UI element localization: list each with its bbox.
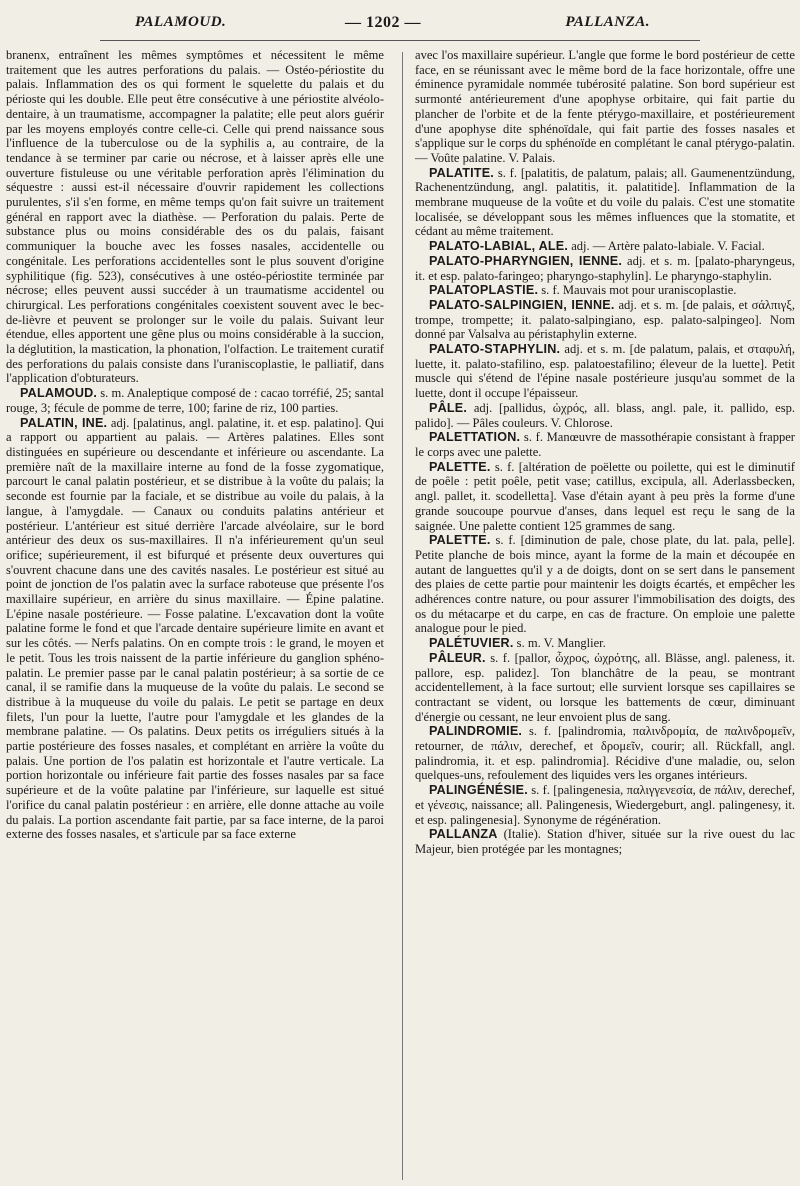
dictionary-entry (415, 651, 795, 725)
dictionary-entry (415, 283, 795, 298)
dictionary-entry (415, 827, 795, 856)
dictionary-entry (415, 724, 795, 783)
entry-definition: adj. et s. m. [de palatum, palais, et σταφυλή, luette, it. palato-stafilino, esp. palatoestafilino; éleveur de la luette]. Petit muscle qui s'étend de l'épine nasale postérieure jusqu'au sommet de la luette, dont il occupe l'épaisseur. (415, 342, 795, 401)
entry-definition: adj. [pallidus, ὠχρός, all. blass, angl. pale, it. pallido, esp. palido]. — Pâles couleurs. V. Chlorose. (415, 400, 795, 430)
running-head-left: PALAMOUD. (135, 14, 227, 30)
dictionary-entry (6, 416, 384, 842)
entry-definition: adj. et s. m. [palato-pharyngeus, it. et esp. palato-faringeo; pharyngo-staphylin]. Le pharyngo-staphylin. (415, 253, 795, 283)
dictionary-entry (415, 533, 795, 636)
dictionary-entry (415, 298, 795, 342)
continued-paragraph: avec l'os maxillaire supérieur. L'angle que forme le bord postérieur de cette face, en se réunissant avec le même bord de la face horizontale, offre une éminence pyramidale nommée tubérosité palatine. Son bord supérieur est surmonté antérieurement d'une apophyse orbitaire, qui fait partie du plancher de l'orbite et de la fente ptérygo-maxillaire, et postérieurement d'une apophyse dite sphénoïdale, qui fait partie des fosses nasales et s'applique sur le corps du sphénoïde en complétant le canal ptérygo-palatin. — Voûte palatine. V. Palais. (415, 48, 795, 165)
entry-definition: s. f. [pallor, ὦχρος, ὠχρότης, all. Blässe, angl. paleness, it. pallore, esp. palidez]. Ton blanchâtre de la peau, se montrant accidentellement, à la face surtout; elle survient lorsque ses capillaires se contractant se vident, ou lorsque les battements de cœur, diminuant d'énergie ou cessant, ne leur envoient plus de sang. (415, 650, 795, 724)
entry-headword: PALETTE. (429, 459, 491, 474)
dictionary-entry (415, 239, 795, 254)
dictionary-entry (415, 254, 795, 283)
entry-definition: (Italie). Station d'hiver, située sur la rive ouest du lac Majeur, bien protégée par les montagnes; (415, 827, 795, 856)
entry-headword: PALATITE. (429, 165, 494, 180)
dictionary-entry (415, 342, 795, 401)
entry-definition: adj. [palatinus, angl. palatine, it. et esp. palatino]. Qui a rapport ou appartient au palais. — Artères palatines. Elles sont distinguées en supérieure ou descendante et inférieure ou ascendante. La première naît de la maxillaire interne au fond de la fosse zygomatique, parcourt le canal palatin postérieur, et se distribue à la voûte du palais; la seconde est fournie par la faciale, et se distribue au voile du palais, à la langue, à l'amygdale. — Canaux ou conduits palatins antérieur et postérieur. L'antérieur est situé derrière l'arcade alvéolaire, sur le bord antérieur des deux os sus-maxillaires. Il n'a inférieurement qu'un seul orifice; supérieurement, il est bifurqué et présente deux ouvertures qui s'ouvrent chacune dans une des cavités nasales. Le postérieur est situé au point de jonction de l'os palatin avec la surface raboteuse que présente l'os maxillaire supérieur, en arrière du sinus maxillaire. — Épine palatine. L'épine nasale postérieure. — Fosse palatine. L'excavation dont la voûte palatine forme le fond et que l'arcade dentaire supérieure limite en avant et sur les côtés. — Nerfs palatins. On en compte trois : le grand, le moyen et le petit. Tous les trois naissent de la partie inférieure du ganglion sphéno-palatin. Le premier passe par le canal palatin postérieur; à sa sortie de ce canal, il se ramifie dans la muqueuse de la voûte du palais. Le second se distribue à la muqueuse du voile du palais. Le petit se partage en deux filets, l'un pour la luette, l'autre pour l'amygdale et les glandes de la membrane palatine. — Os palatins. Deux petits os irréguliers situés à la partie postérieure des fosses nasales, et complétant en arrière la voûte du palais. Une portion de l'os palatin est horizontale et l'autre verticale. La portion horizontale ou inférieure fait partie des fosses nasales par sa face supérieure et de la voûte palatine par l'inférieure, sur laquelle est situé l'orifice du canal palatin postérieur : en arrière, elle donne attache au voile du palais. La portion ascendante fait partie, par sa face interne, de la paroi externe des fosses nasales, et s'articule par sa face externe (6, 415, 384, 842)
entry-headword: PÂLEUR. (429, 650, 486, 665)
page-number: — 1202 — (345, 14, 421, 31)
entry-definition: s. f. [palindromia, παλινδρομία, de παλινδρομεῖν, retourner, de πάλιν, derechef, et δρομεῖν, courir; all. Rückfall, angl. palindromia, it. et esp. palindromia]. Récidive d'une maladie, ou, selon quelques-uns, refoulement des liquides vers les organes intérieurs. (415, 724, 795, 783)
entry-definition: s. f. [altération de poëlette ou poilette, qui est le diminutif de poêle : petit poêle, petit vase; catillus, excipula, all. Aderlassbecken, angl. pallet, it. scodelletta]. Vase d'étain ayant à peu près la forme d'une grande soucoupe pourvue d'anses, dans lequel est reçu le sang de la saignée. Une palette contient 125 grammes de sang. (415, 459, 795, 533)
entry-definition: s. f. [palingenesia, παλιγγενεσία, de πάλιν, derechef, et γένεσις, naissance; all. Palingenesis, Wiedergeburt, angl. palingenesy, it. et esp. palingenesia]. Synonyme de régénération. (415, 783, 795, 827)
entry-headword: PALETTE. (429, 533, 491, 548)
dictionary-entry (415, 166, 795, 240)
entry-headword: PALINDROMIE. (429, 724, 523, 739)
dictionary-entry (415, 430, 795, 459)
dictionary-entry (415, 636, 795, 651)
page-header (0, 14, 800, 40)
entry-definition: s. m. V. Manglier. (513, 636, 606, 651)
entry-headword: PALETTATION. (429, 430, 521, 445)
entry-headword: PALATO-PHARYNGIEN, IENNE. (429, 253, 623, 268)
entry-definition: s. m. Analeptique composé de : cacao torréfié, 25; santal rouge, 3; fécule de pomme de terre, 100; farine de riz, 100 parties. (6, 386, 384, 415)
dictionary-entry (6, 386, 384, 415)
right-column (415, 48, 795, 857)
continued-paragraph: branenx, entraînent les mêmes symptômes et nécessitent le même traitement que les autres perforations du palais. — Ostéo-périostite du palais. Inflammation des os qui forment le squelette du palais et du périoste qui les double. Elle peut être consécutive à une périostite alvéolo-dentaire, à un traumatisme, accompagner la palatite; elle peut alors guérir par les moyens employés contre celle-ci. Celle qui prend naissance sous l'influence de la tuberculose ou de la syphilis a, au contraire, de la tendance à se terminer par carie ou nécrose, et à laisser après elle une ouverture fistuleuse ou une véritable perforation après l'élimination du séquestre : aussi est-il nécessaire d'ouvrir rapidement les collections purulentes, s'il s'en forme, en même temps qu'on fait suivre un traitement général en rapport avec la diathèse. — Perforation du palais. Perte de substance plus ou moins considérable des os du palais, faisant communiquer la bouche avec les fosses nasales, accidentelle ou congénitale. Les perforations accidentelles sont le plus souvent d'origine syphilitique (fig. 523), consécutives à une ostéo-périostite terminée par nécrose; elles peuvent aussi succéder à un traumatisme accidentel ou chirurgical. Les perforations congénitales coexistent souvent avec le bec-de-lièvre et peuvent se prolonger sur le voile du palais. Suivant leur étendue, elles apportent une gêne plus ou moins considérable à la succion, la déglutition, la mastication, la phonation, l'olfaction. Le traitement curatif des perforations du palais consiste dans l'uraniscoplastie, le palliatif, dans l'application d'obturateurs. (6, 48, 384, 386)
column-divider (402, 52, 403, 1180)
left-column (6, 48, 384, 842)
entry-definition: s. f. [palatitis, de palatum, palais; all. Gaumenentzündung, Rachenentzündung, angl. palatitis, it. palatitide]. Inflammation de la membrane muqueuse de la voûte et du voile du palais. C'est une stomatite localisée, se développant sous les mêmes influences que la stomatite, et cédant au même traitement. (415, 165, 795, 239)
running-head-right: PALLANZA. (565, 14, 650, 30)
entry-headword: PÂLE. (429, 400, 468, 415)
entry-definition: adj. — Artère palato-labiale. V. Facial. (568, 239, 765, 254)
entry-definition: s. f. [diminution de pale, chose plate, du lat. pala, pelle]. Petite planche de bois mince, ayant la forme de la main et découpée en autant de languettes qu'il y a de doigts, dont on se sert dans le pansement des plaies de cette partie pour maintenir les doigts écartés, et empêcher les adhérences contre nature, ou pour assurer l'immobilisation des doigts, des os du métacarpe et du carpe, en cas de fracture. On emploie une palette analogue pour le pied. (415, 533, 795, 636)
dictionary-entry (415, 783, 795, 827)
entry-headword: PALLANZA (429, 827, 498, 842)
dictionary-entry (415, 460, 795, 534)
entry-definition: s. f. Mauvais mot pour uraniscoplastie. (538, 283, 737, 298)
entry-headword: PALATOPLASTIE. (429, 283, 539, 298)
entry-headword: PALATO-LABIAL, ALE. (429, 239, 569, 254)
entry-headword: PALAMOUD. (20, 386, 98, 401)
entry-headword: PALATO-STAPHYLIN. (429, 342, 561, 357)
entry-headword: PALÉTUVIER. (429, 636, 514, 651)
entry-definition: adj. et s. m. [de palais, et σάλπιγξ, trompe, trompette; it. palato-salpingiano, esp. palato-salpingeo]. Nom donné par Valsalva au péristaphylin externe. (415, 297, 795, 342)
entry-headword: PALINGÉNÉSIE. (429, 783, 528, 798)
entry-headword: PALATIN, INE. (20, 415, 108, 430)
entry-definition: s. f. Manœuvre de massothérapie consistant à frapper le corps avec une palette. (415, 430, 795, 459)
header-rule (100, 40, 700, 41)
dictionary-entry (415, 401, 795, 430)
entry-headword: PALATO-SALPINGIEN, IENNE. (429, 297, 615, 312)
